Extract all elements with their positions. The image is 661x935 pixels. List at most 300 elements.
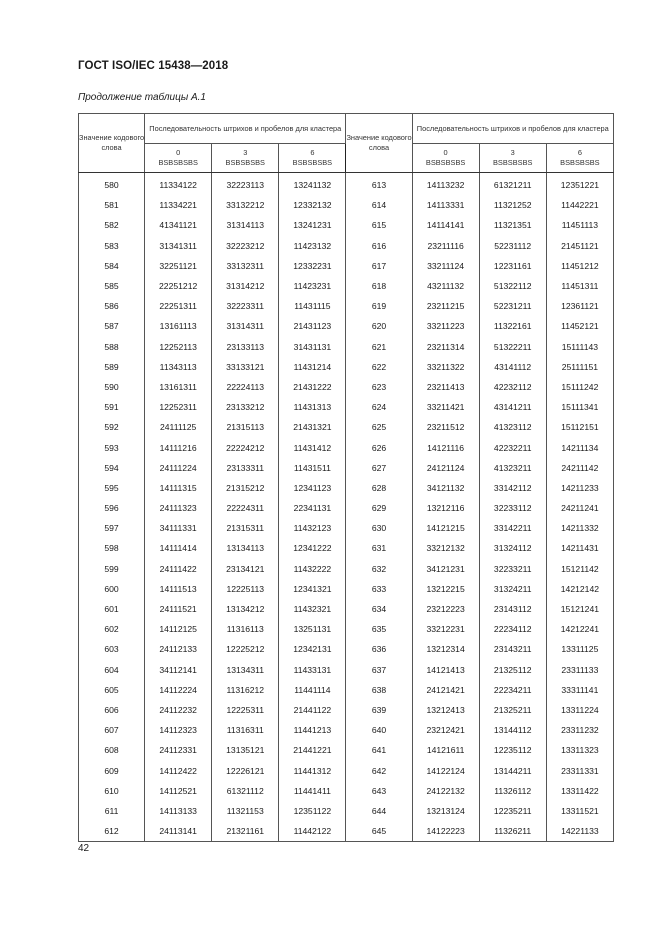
- left-codeword-value-cell: 587: [79, 316, 145, 336]
- right-codeword-value-cell: 633: [346, 579, 412, 599]
- left-cluster-6-cell: 12341321: [279, 579, 346, 599]
- header-cluster-0-left: 0 BSBSBSBS: [145, 144, 212, 173]
- left-cluster-0-cell: 14112224: [145, 680, 212, 700]
- left-cluster-0-cell: 34112141: [145, 660, 212, 680]
- right-cluster-0-cell: 24121421: [412, 680, 479, 700]
- header-sequence-group-right: Последовательность штрихов и пробелов для кластера: [412, 114, 613, 144]
- left-cluster-0-cell: 13161113: [145, 316, 212, 336]
- header-cluster-0-right: 0 BSBSBSBS: [412, 144, 479, 173]
- table-row: [79, 215, 614, 235]
- left-cluster-0-cell: 14112125: [145, 619, 212, 639]
- right-cluster-0-cell: 33211322: [412, 357, 479, 377]
- left-cluster-0-cell: 24111323: [145, 498, 212, 518]
- left-cluster-6-cell: 11431115: [279, 296, 346, 316]
- right-cluster-0-cell: 14121413: [412, 660, 479, 680]
- right-codeword-value-cell: 625: [346, 417, 412, 437]
- left-cluster-3-cell: 12225311: [212, 700, 279, 720]
- right-cluster-0-cell: 33211124: [412, 256, 479, 276]
- right-cluster-0-cell: 14121215: [412, 518, 479, 538]
- left-codeword-value-cell: 602: [79, 619, 145, 639]
- right-codeword-value-cell: 641: [346, 740, 412, 760]
- right-cluster-6-cell: 23311133: [546, 660, 613, 680]
- table-row: [79, 458, 614, 478]
- left-codeword-value-cell: 580: [79, 173, 145, 196]
- left-codeword-value-cell: 581: [79, 195, 145, 215]
- left-codeword-value-cell: 611: [79, 801, 145, 821]
- right-codeword-value-cell: 629: [346, 498, 412, 518]
- right-codeword-value-cell: 619: [346, 296, 412, 316]
- right-codeword-value-cell: 621: [346, 337, 412, 357]
- table-row: [79, 195, 614, 215]
- table-row: [79, 599, 614, 619]
- right-codeword-value-cell: 642: [346, 760, 412, 780]
- left-cluster-3-cell: 61321112: [212, 781, 279, 801]
- right-codeword-value-cell: 627: [346, 458, 412, 478]
- right-codeword-value-cell: 634: [346, 599, 412, 619]
- left-cluster-0-cell: 11343113: [145, 357, 212, 377]
- left-cluster-6-cell: 11441411: [279, 781, 346, 801]
- left-cluster-3-cell: 31314113: [212, 215, 279, 235]
- left-cluster-6-cell: 13251131: [279, 619, 346, 639]
- left-codeword-value-cell: 605: [79, 680, 145, 700]
- right-cluster-0-cell: 24122132: [412, 781, 479, 801]
- right-cluster-6-cell: 15121241: [546, 599, 613, 619]
- left-codeword-value-cell: 590: [79, 377, 145, 397]
- left-cluster-3-cell: 13135121: [212, 740, 279, 760]
- right-cluster-0-cell: 33212132: [412, 538, 479, 558]
- left-cluster-3-cell: 33132212: [212, 195, 279, 215]
- left-cluster-6-cell: 21441122: [279, 700, 346, 720]
- right-cluster-3-cell: 11326112: [479, 781, 546, 801]
- right-cluster-0-cell: 23212223: [412, 599, 479, 619]
- left-cluster-3-cell: 12225212: [212, 639, 279, 659]
- left-cluster-3-cell: 31314311: [212, 316, 279, 336]
- right-cluster-0-cell: 23211413: [412, 377, 479, 397]
- right-cluster-3-cell: 41323211: [479, 458, 546, 478]
- right-cluster-6-cell: 14211134: [546, 437, 613, 457]
- right-cluster-6-cell: 33311141: [546, 680, 613, 700]
- document-header: ГОСТ ISO/IEC 15438—2018: [78, 60, 229, 72]
- left-cluster-3-cell: 33132311: [212, 256, 279, 276]
- left-codeword-value-cell: 593: [79, 437, 145, 457]
- right-cluster-0-cell: 34121132: [412, 478, 479, 498]
- left-codeword-value-cell: 604: [79, 660, 145, 680]
- left-cluster-6-cell: 12332231: [279, 256, 346, 276]
- right-cluster-6-cell: 13311422: [546, 781, 613, 801]
- right-cluster-3-cell: 11321252: [479, 195, 546, 215]
- left-cluster-0-cell: 14111414: [145, 538, 212, 558]
- right-cluster-3-cell: 11322161: [479, 316, 546, 336]
- right-cluster-0-cell: 14114141: [412, 215, 479, 235]
- left-cluster-0-cell: 14111216: [145, 437, 212, 457]
- left-codeword-value-cell: 595: [79, 478, 145, 498]
- right-codeword-value-cell: 644: [346, 801, 412, 821]
- right-cluster-0-cell: 33211223: [412, 316, 479, 336]
- right-cluster-6-cell: 12351221: [546, 173, 613, 196]
- right-cluster-6-cell: 24211241: [546, 498, 613, 518]
- right-cluster-0-cell: 14113232: [412, 173, 479, 196]
- left-cluster-3-cell: 12225113: [212, 579, 279, 599]
- header-codeword-value-left: Значение кодового слова: [79, 114, 145, 173]
- table-row: [79, 619, 614, 639]
- left-cluster-3-cell: 21315311: [212, 518, 279, 538]
- right-codeword-value-cell: 635: [346, 619, 412, 639]
- left-cluster-0-cell: 24111125: [145, 417, 212, 437]
- left-codeword-value-cell: 603: [79, 639, 145, 659]
- right-cluster-6-cell: 14212241: [546, 619, 613, 639]
- right-cluster-0-cell: 23211314: [412, 337, 479, 357]
- right-cluster-0-cell: 14121611: [412, 740, 479, 760]
- table-row: [79, 579, 614, 599]
- left-codeword-value-cell: 607: [79, 720, 145, 740]
- left-cluster-3-cell: 32223311: [212, 296, 279, 316]
- right-codeword-value-cell: 615: [346, 215, 412, 235]
- right-cluster-6-cell: 14211431: [546, 538, 613, 558]
- left-cluster-6-cell: 11433131: [279, 660, 346, 680]
- codeword-table-container: [78, 113, 614, 842]
- left-cluster-0-cell: 24112133: [145, 639, 212, 659]
- table-row: [79, 173, 614, 196]
- right-cluster-3-cell: 52231211: [479, 296, 546, 316]
- left-cluster-0-cell: 11334221: [145, 195, 212, 215]
- right-cluster-0-cell: 13212314: [412, 639, 479, 659]
- left-cluster-0-cell: 22251311: [145, 296, 212, 316]
- table-row: [79, 760, 614, 780]
- left-codeword-value-cell: 582: [79, 215, 145, 235]
- left-codeword-value-cell: 594: [79, 458, 145, 478]
- table-row: [79, 720, 614, 740]
- left-cluster-6-cell: 11423231: [279, 276, 346, 296]
- right-codeword-value-cell: 639: [346, 700, 412, 720]
- left-codeword-value-cell: 585: [79, 276, 145, 296]
- left-codeword-value-cell: 601: [79, 599, 145, 619]
- table-row: [79, 316, 614, 336]
- left-codeword-value-cell: 589: [79, 357, 145, 377]
- left-cluster-0-cell: 12252311: [145, 397, 212, 417]
- right-cluster-0-cell: 13212116: [412, 498, 479, 518]
- left-cluster-0-cell: 11334122: [145, 173, 212, 196]
- right-cluster-6-cell: 24211142: [546, 458, 613, 478]
- right-cluster-3-cell: 13144112: [479, 720, 546, 740]
- right-cluster-6-cell: 14221133: [546, 821, 613, 842]
- right-cluster-0-cell: 23211512: [412, 417, 479, 437]
- left-cluster-0-cell: 24111422: [145, 559, 212, 579]
- right-cluster-6-cell: 14211233: [546, 478, 613, 498]
- right-codeword-value-cell: 626: [346, 437, 412, 457]
- left-cluster-0-cell: 14111315: [145, 478, 212, 498]
- left-cluster-3-cell: 13134311: [212, 660, 279, 680]
- right-cluster-0-cell: 23212421: [412, 720, 479, 740]
- table-row: [79, 781, 614, 801]
- table-row: [79, 377, 614, 397]
- right-cluster-3-cell: 21325112: [479, 660, 546, 680]
- left-cluster-0-cell: 14112323: [145, 720, 212, 740]
- right-cluster-3-cell: 11326211: [479, 821, 546, 842]
- right-cluster-0-cell: 24121124: [412, 458, 479, 478]
- left-cluster-3-cell: 32223113: [212, 173, 279, 196]
- left-cluster-6-cell: 11431511: [279, 458, 346, 478]
- left-cluster-6-cell: 11431313: [279, 397, 346, 417]
- right-codeword-value-cell: 617: [346, 256, 412, 276]
- right-cluster-3-cell: 12235112: [479, 740, 546, 760]
- left-cluster-0-cell: 14111513: [145, 579, 212, 599]
- left-cluster-6-cell: 31431131: [279, 337, 346, 357]
- left-cluster-0-cell: 41341121: [145, 215, 212, 235]
- table-row: [79, 417, 614, 437]
- left-codeword-value-cell: 609: [79, 760, 145, 780]
- left-cluster-6-cell: 11441213: [279, 720, 346, 740]
- right-cluster-3-cell: 12235211: [479, 801, 546, 821]
- right-cluster-6-cell: 14211332: [546, 518, 613, 538]
- table-row: [79, 660, 614, 680]
- right-cluster-3-cell: 22234112: [479, 619, 546, 639]
- right-codeword-value-cell: 630: [346, 518, 412, 538]
- right-cluster-0-cell: 33212231: [412, 619, 479, 639]
- table-caption: Продолжение таблицы А.1: [78, 92, 206, 103]
- table-row: [79, 680, 614, 700]
- left-codeword-value-cell: 584: [79, 256, 145, 276]
- left-cluster-3-cell: 21315212: [212, 478, 279, 498]
- left-cluster-6-cell: 13241132: [279, 173, 346, 196]
- table-row: [79, 256, 614, 276]
- left-cluster-0-cell: 31341311: [145, 236, 212, 256]
- right-cluster-3-cell: 23143112: [479, 599, 546, 619]
- right-codeword-value-cell: 632: [346, 559, 412, 579]
- right-cluster-3-cell: 12231161: [479, 256, 546, 276]
- left-codeword-value-cell: 598: [79, 538, 145, 558]
- right-codeword-value-cell: 618: [346, 276, 412, 296]
- right-cluster-0-cell: 14122124: [412, 760, 479, 780]
- right-codeword-value-cell: 631: [346, 538, 412, 558]
- left-cluster-0-cell: 24112331: [145, 740, 212, 760]
- left-cluster-6-cell: 11441312: [279, 760, 346, 780]
- left-cluster-6-cell: 11432123: [279, 518, 346, 538]
- left-cluster-3-cell: 21321161: [212, 821, 279, 842]
- right-codeword-value-cell: 645: [346, 821, 412, 842]
- left-codeword-value-cell: 596: [79, 498, 145, 518]
- left-cluster-6-cell: 13241231: [279, 215, 346, 235]
- table-row: [79, 518, 614, 538]
- right-codeword-value-cell: 638: [346, 680, 412, 700]
- right-codeword-value-cell: 622: [346, 357, 412, 377]
- left-cluster-3-cell: 23134121: [212, 559, 279, 579]
- right-cluster-6-cell: 25111151: [546, 357, 613, 377]
- left-cluster-3-cell: 22224311: [212, 498, 279, 518]
- right-codeword-value-cell: 628: [346, 478, 412, 498]
- right-codeword-value-cell: 613: [346, 173, 412, 196]
- right-cluster-3-cell: 43141112: [479, 357, 546, 377]
- right-cluster-3-cell: 33142211: [479, 518, 546, 538]
- table-row: [79, 538, 614, 558]
- left-cluster-6-cell: 21431123: [279, 316, 346, 336]
- table-row: [79, 498, 614, 518]
- codeword-table: [78, 113, 614, 842]
- left-cluster-0-cell: 14112422: [145, 760, 212, 780]
- right-cluster-6-cell: 11442221: [546, 195, 613, 215]
- table-row: [79, 821, 614, 842]
- right-cluster-0-cell: 13212215: [412, 579, 479, 599]
- right-cluster-3-cell: 21325211: [479, 700, 546, 720]
- left-codeword-value-cell: 592: [79, 417, 145, 437]
- table-row: [79, 801, 614, 821]
- right-codeword-value-cell: 624: [346, 397, 412, 417]
- table-row: [79, 236, 614, 256]
- right-cluster-6-cell: 15111341: [546, 397, 613, 417]
- left-codeword-value-cell: 583: [79, 236, 145, 256]
- left-cluster-0-cell: 24111224: [145, 458, 212, 478]
- left-cluster-0-cell: 14113133: [145, 801, 212, 821]
- header-sequence-group-left: Последовательность штрихов и пробелов для кластера: [145, 114, 346, 144]
- left-cluster-6-cell: 11431214: [279, 357, 346, 377]
- right-codeword-value-cell: 616: [346, 236, 412, 256]
- right-cluster-6-cell: 13311521: [546, 801, 613, 821]
- right-cluster-6-cell: 14212142: [546, 579, 613, 599]
- left-cluster-3-cell: 31314212: [212, 276, 279, 296]
- left-cluster-6-cell: 21431321: [279, 417, 346, 437]
- left-cluster-6-cell: 11442122: [279, 821, 346, 842]
- right-cluster-3-cell: 13144211: [479, 760, 546, 780]
- left-cluster-6-cell: 21441221: [279, 740, 346, 760]
- left-codeword-value-cell: 588: [79, 337, 145, 357]
- left-cluster-0-cell: 24112232: [145, 700, 212, 720]
- left-cluster-3-cell: 13134113: [212, 538, 279, 558]
- table-body: [79, 173, 614, 842]
- page-number: 42: [78, 843, 90, 854]
- left-cluster-0-cell: 34111331: [145, 518, 212, 538]
- header-cluster-3-left: 3 BSBSBSBS: [212, 144, 279, 173]
- right-cluster-6-cell: 11451311: [546, 276, 613, 296]
- right-cluster-3-cell: 31324211: [479, 579, 546, 599]
- left-codeword-value-cell: 608: [79, 740, 145, 760]
- left-cluster-0-cell: 32251121: [145, 256, 212, 276]
- right-cluster-3-cell: 52231112: [479, 236, 546, 256]
- right-cluster-6-cell: 13311323: [546, 740, 613, 760]
- table-row: [79, 296, 614, 316]
- right-cluster-3-cell: 23143211: [479, 639, 546, 659]
- left-cluster-6-cell: 12341222: [279, 538, 346, 558]
- left-cluster-6-cell: 12332132: [279, 195, 346, 215]
- table-row: [79, 437, 614, 457]
- left-cluster-6-cell: 12342131: [279, 639, 346, 659]
- header-cluster-6-left: 6 BSBSBSBS: [279, 144, 346, 173]
- right-cluster-3-cell: 42232112: [479, 377, 546, 397]
- table-row: [79, 740, 614, 760]
- right-cluster-3-cell: 61321211: [479, 173, 546, 196]
- right-cluster-6-cell: 13311125: [546, 639, 613, 659]
- right-cluster-0-cell: 13213124: [412, 801, 479, 821]
- left-cluster-0-cell: 24113141: [145, 821, 212, 842]
- left-cluster-6-cell: 11441114: [279, 680, 346, 700]
- right-codeword-value-cell: 637: [346, 660, 412, 680]
- header-cluster-3-right: 3 BSBSBSBS: [479, 144, 546, 173]
- right-cluster-3-cell: 22234211: [479, 680, 546, 700]
- right-cluster-6-cell: 15121142: [546, 559, 613, 579]
- header-codeword-value-right: Значение кодового слова: [346, 114, 412, 173]
- right-cluster-3-cell: 42232211: [479, 437, 546, 457]
- left-cluster-3-cell: 11321153: [212, 801, 279, 821]
- right-cluster-6-cell: 23311232: [546, 720, 613, 740]
- right-codeword-value-cell: 620: [346, 316, 412, 336]
- left-cluster-3-cell: 23133113: [212, 337, 279, 357]
- left-cluster-0-cell: 24111521: [145, 599, 212, 619]
- left-codeword-value-cell: 586: [79, 296, 145, 316]
- left-cluster-3-cell: 21315113: [212, 417, 279, 437]
- right-cluster-0-cell: 33211421: [412, 397, 479, 417]
- left-cluster-3-cell: 23133311: [212, 458, 279, 478]
- right-codeword-value-cell: 614: [346, 195, 412, 215]
- table-row: [79, 559, 614, 579]
- right-codeword-value-cell: 623: [346, 377, 412, 397]
- right-cluster-3-cell: 32233112: [479, 498, 546, 518]
- left-cluster-6-cell: 21431222: [279, 377, 346, 397]
- table-row: [79, 700, 614, 720]
- right-cluster-6-cell: 13311224: [546, 700, 613, 720]
- left-cluster-3-cell: 22224113: [212, 377, 279, 397]
- table-row: [79, 357, 614, 377]
- right-cluster-6-cell: 23311331: [546, 760, 613, 780]
- left-cluster-0-cell: 14112521: [145, 781, 212, 801]
- left-cluster-3-cell: 23133212: [212, 397, 279, 417]
- table-row: [79, 397, 614, 417]
- right-cluster-0-cell: 14113331: [412, 195, 479, 215]
- right-cluster-0-cell: 43211132: [412, 276, 479, 296]
- right-cluster-6-cell: 11451212: [546, 256, 613, 276]
- left-cluster-3-cell: 11316113: [212, 619, 279, 639]
- left-cluster-3-cell: 32223212: [212, 236, 279, 256]
- left-cluster-3-cell: 13134212: [212, 599, 279, 619]
- left-cluster-6-cell: 12341123: [279, 478, 346, 498]
- right-cluster-6-cell: 12361121: [546, 296, 613, 316]
- table-row: [79, 639, 614, 659]
- left-cluster-3-cell: 11316311: [212, 720, 279, 740]
- left-cluster-3-cell: 11316212: [212, 680, 279, 700]
- right-cluster-0-cell: 34121231: [412, 559, 479, 579]
- left-codeword-value-cell: 599: [79, 559, 145, 579]
- left-cluster-3-cell: 12226121: [212, 760, 279, 780]
- left-codeword-value-cell: 600: [79, 579, 145, 599]
- left-cluster-6-cell: 11432321: [279, 599, 346, 619]
- right-cluster-6-cell: 21451121: [546, 236, 613, 256]
- left-codeword-value-cell: 610: [79, 781, 145, 801]
- right-cluster-6-cell: 11451113: [546, 215, 613, 235]
- right-cluster-3-cell: 11321351: [479, 215, 546, 235]
- left-cluster-6-cell: 12351122: [279, 801, 346, 821]
- right-cluster-6-cell: 15111143: [546, 337, 613, 357]
- right-codeword-value-cell: 636: [346, 639, 412, 659]
- left-cluster-0-cell: 22251212: [145, 276, 212, 296]
- left-codeword-value-cell: 606: [79, 700, 145, 720]
- left-codeword-value-cell: 597: [79, 518, 145, 538]
- right-cluster-6-cell: 15112151: [546, 417, 613, 437]
- left-cluster-3-cell: 22224212: [212, 437, 279, 457]
- right-cluster-3-cell: 33142112: [479, 478, 546, 498]
- right-cluster-3-cell: 51322211: [479, 337, 546, 357]
- left-cluster-3-cell: 33133121: [212, 357, 279, 377]
- right-cluster-3-cell: 32233211: [479, 559, 546, 579]
- left-cluster-6-cell: 11423132: [279, 236, 346, 256]
- left-cluster-0-cell: 12252113: [145, 337, 212, 357]
- right-cluster-3-cell: 31324112: [479, 538, 546, 558]
- right-cluster-6-cell: 11452121: [546, 316, 613, 336]
- left-cluster-6-cell: 11432222: [279, 559, 346, 579]
- right-codeword-value-cell: 640: [346, 720, 412, 740]
- right-cluster-0-cell: 13212413: [412, 700, 479, 720]
- right-cluster-3-cell: 43141211: [479, 397, 546, 417]
- left-cluster-0-cell: 13161311: [145, 377, 212, 397]
- right-codeword-value-cell: 643: [346, 781, 412, 801]
- right-cluster-3-cell: 41323112: [479, 417, 546, 437]
- table-row: [79, 276, 614, 296]
